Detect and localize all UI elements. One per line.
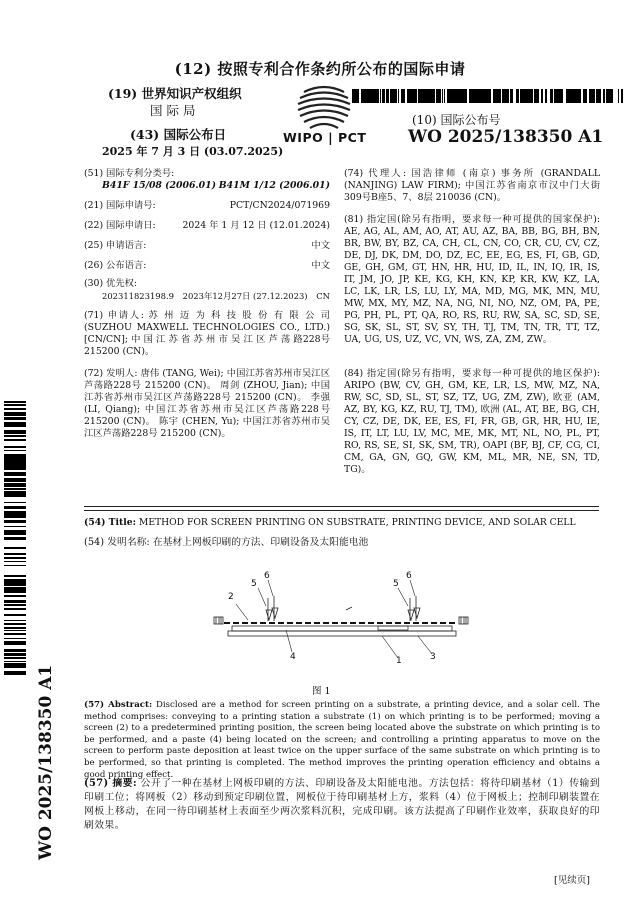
section-divider (84, 506, 599, 511)
abstract-chinese (84, 777, 600, 833)
application-number-row (84, 200, 330, 212)
filing-language: 中文 (311, 240, 330, 251)
international-bureau: 国 际 局 (150, 103, 196, 118)
priority-country: CN (316, 291, 330, 301)
abstract-chinese-text: 公开了一种在基材上网板印刷的方法、印刷设备及太阳能电池。方法包括：将待印刷基材（1）传输到印刷工位；将网板（2）移动到预定印刷位置，网板位于待印刷基材上方，浆料（4）位于网板上；控制印刷装置在网板上移动，在同一待印刷基材上表面至少两次浆料沉积，完成印刷。该方法提高了印刷作业效率，获取良好的印刷效果。 (84, 778, 601, 831)
ref-numeral-5b: 5 (393, 579, 399, 589)
side-barcode (4, 400, 26, 680)
ref-numeral-1: 1 (396, 656, 402, 666)
wipo-pct-logo-text: WIPO | PCT (283, 130, 367, 145)
ipc-classification (84, 168, 330, 192)
application-number-label: (21) 国际申请号: (84, 200, 156, 211)
abstract-chinese-label: (57) 摘要: (84, 778, 138, 789)
filing-date: 2024 年 1 月 12 日 (12.01.2024) (182, 220, 330, 231)
publication-date-label: (43) 国际公布日 (130, 127, 227, 142)
inventors: (72) 发明人: 唐伟 (TANG, Wei); 中国江苏省苏州市吴江区芦荡路228号 215200 (CN)。 周剑 (ZHOU, Jian); 中国江苏省苏州市吴江区芦荡路228号 215200 (CN)。 李强 (LI, Qiang); 中国江苏省苏州市吴江区芦荡路228号 215200 (CN)。 陈宇 (CHEN, Yu); 中国江苏省苏州市吴江区芦荡路228号 215200 (CN)。 (84, 368, 330, 439)
publication-language: 中文 (311, 260, 330, 271)
ipc-label: (51) 国际专利分类号: (84, 168, 175, 179)
publication-number: WO 2025/138350 A1 (408, 127, 604, 147)
figure-caption: 图 1 (312, 686, 331, 697)
publication-language-row (84, 260, 330, 272)
priority-label: (30) 优先权: (84, 278, 138, 289)
abstract-english-text: Disclosed are a method for screen printing on a substrate, a printing device, and a solar cell. The method comprises: conveying to a printing station a substrate (1) on which printing is to be performed; moving a screen (2) to a predetermined printing position, the screen being located above the substrate on which printing is to be performed, and a paste (4) being located on the screen; and controlling a printing apparatus to move on the screen to perform paste deposition at least twice on the upper surface of the same substrate on which printing is to be performed, so that printing is completed. The method improves the printing operation efficiency and obtains a good printing effect. (84, 700, 600, 780)
ref-numeral-6: 6 (264, 571, 270, 581)
organization-name: (19) 世界知识产权组织 (108, 86, 242, 101)
abstract-english-label: (57) Abstract: (84, 700, 153, 710)
document-title: (12) 按照专利合作条约所公布的国际申请 (174, 60, 466, 78)
filing-date-label: (22) 国际申请日: (84, 220, 156, 231)
figure-1-drawing (196, 566, 486, 676)
ref-numeral-4: 4 (290, 652, 296, 662)
continued-note: [见续页] (554, 875, 590, 886)
application-number: PCT/CN2024/071969 (229, 200, 330, 211)
priority-application: 202311823198.9 (102, 291, 174, 301)
agent: (74) 代理人: 国浩律师 (南京) 事务所 (GRANDALL (NANJING) LAW FIRM); 中国江苏省南京市汉中门大街309号B座5、7、8层 210036 (CN)。 (344, 168, 600, 203)
abstract-english (84, 700, 600, 781)
filing-language-label: (25) 申请语言: (84, 240, 147, 251)
priority-date: 2023年12月27日 (27.12.2023) (182, 291, 308, 301)
filing-language-row (84, 240, 330, 252)
barcode-bar (621, 89, 623, 103)
designated-states-regional: (84) 指定国(除另有指明，要求每一种可提供的地区保护): ARIPO (BW, CV, GH, GM, KE, LR, LS, MW, MZ, NA, RW, SC, SD, SL, ST, SZ, TZ, UG, ZM, ZW), 欧亚 (AM, AZ, BY, KG, KZ, RU, TJ, TM), 欧洲 (AL, AT, BE, BG, CH, CY, CZ, DE, DK, EE, ES, FI, FR, GB, GR, HR, HU, IE, IS, IT, LT, LU, LV, MC, ME, MK, MT, NL, NO, PL, PT, RO, RS, SE, SI, SK, SM, TR), OAPI (BF, BJ, CF, CG, CI, CM, GA, GN, GQ, GW, KM, ML, MR, NE, SN, TD, TG)。 (344, 368, 600, 475)
barcode-bar (4, 677, 26, 679)
ipc-value-2: B41M 1/12 (2006.01) (218, 180, 330, 191)
publication-barcode (352, 89, 624, 103)
side-publication-number: WO 2025/138350 A1 (36, 664, 56, 860)
publication-language-label: (26) 公布语言: (84, 260, 147, 271)
title-english-line (84, 516, 604, 529)
priority-data (84, 278, 330, 302)
title-english: METHOD FOR SCREEN PRINTING ON SUBSTRATE, PRINTING DEVICE, AND SOLAR CELL (138, 517, 576, 528)
designated-states-national: (81) 指定国(除另有指明，要求每一种可提供的国家保护): AE, AG, AL, AM, AO, AT, AU, AZ, BA, BB, BG, BH, BN, BR, BW, BY, BZ, CA, CH, CL, CN, CO, CR, CU, CV, CZ, DE, DJ, DK, DM, DO, DZ, EC, EE, EG, ES, FI, GB, GD, GE, GH, GM, GT, HN, HR, HU, ID, IL, IN, IQ, IR, IS, IT, JM, JO, JP, KE, KG, KH, KN, KP, KR, KW, KZ, LA, LC, LK, LR, LS, LU, LY, MA, MD, MG, MK, MN, MU, MW, MX, MY, MZ, NA, NG, NI, NO, NZ, OM, PA, PE, PG, PH, PL, PT, QA, RO, RS, RU, RW, SA, SC, SD, SE, SG, SK, SL, ST, SV, SY, TH, TJ, TM, TN, TR, TT, TZ, UA, UG, US, UZ, VC, VN, WS, ZA, ZM, ZW。 (344, 214, 600, 345)
title-chinese: (54) 发明名称: 在基材上网板印刷的方法、印刷设备及太阳能电池 (84, 537, 369, 548)
ref-numeral-6b: 6 (406, 571, 412, 581)
ref-numeral-3: 3 (430, 652, 436, 662)
ref-numeral-5: 5 (251, 579, 257, 589)
ipc-value-1: B41F 15/08 (2006.01) (102, 180, 216, 191)
title-label: (54) Title: (84, 517, 136, 528)
ref-numeral-2: 2 (228, 592, 234, 602)
filing-date-row (84, 220, 330, 232)
publication-date: 2025 年 7 月 3 日 (03.07.2025) (102, 145, 284, 158)
publication-number-label: (10) 国际公布号 (412, 113, 501, 127)
applicant: (71) 申请人: 苏 州 迈 为 科 技 股 份 有 限 公 司 (SUZHOU MAXWELL TECHNOLOGIES CO., LTD.) [CN/CN]; 中 国 江 苏 省 苏 州 市 吴 江 区 芦 荡 路228号 215200 (CN)。 (84, 310, 330, 357)
